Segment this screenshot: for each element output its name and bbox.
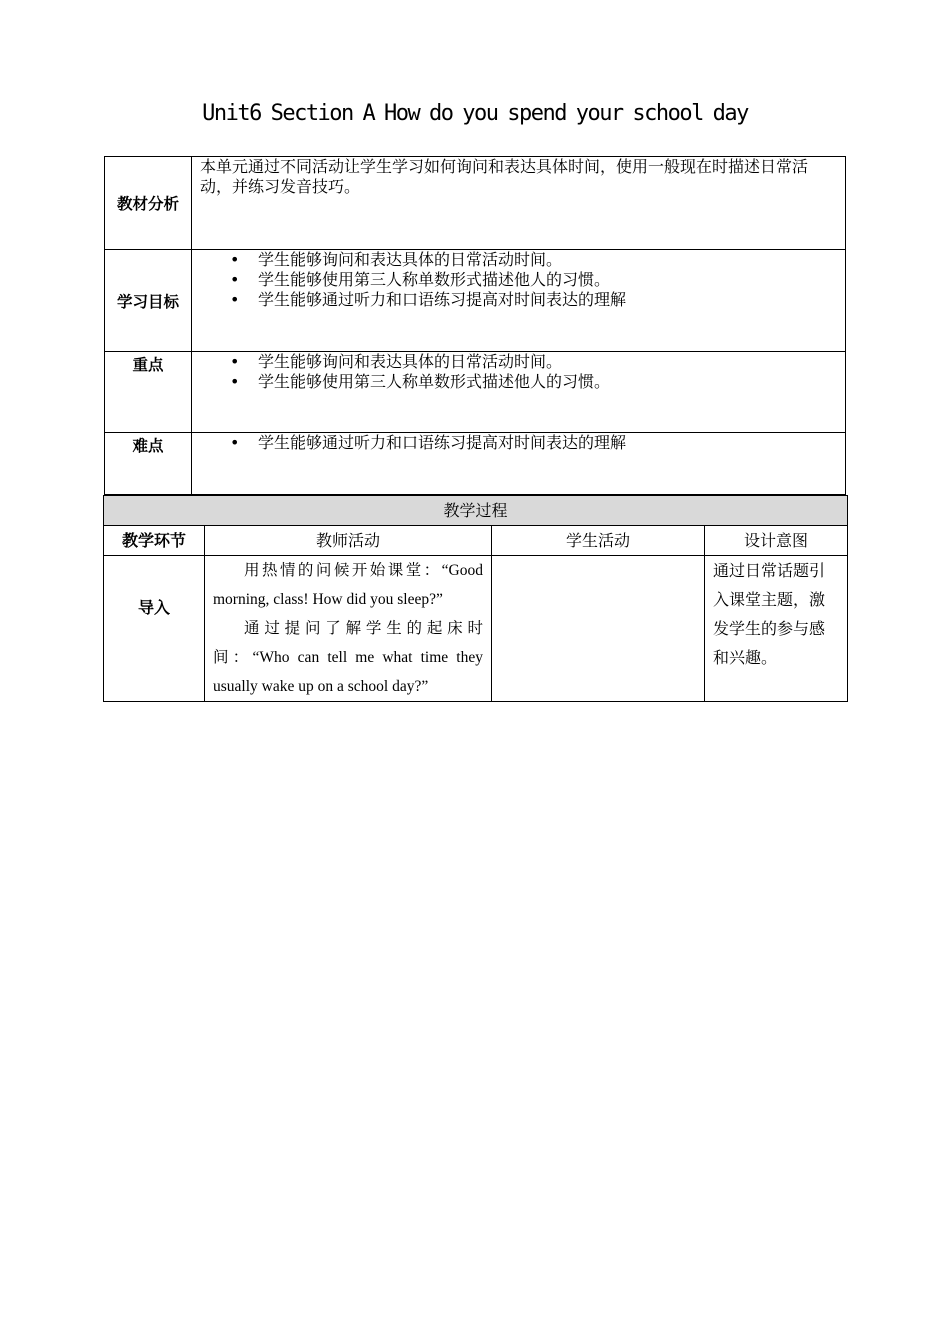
student-activity-cell (492, 556, 705, 702)
goals-label: 学习目标 (105, 250, 192, 352)
table-row (104, 556, 848, 702)
lesson-info-table (104, 156, 846, 495)
analysis-text: 本单元通过不同活动让学生学习如何询问和表达具体时间，使用一般现在时描述日常活动，并练习发音技巧。 (192, 157, 846, 250)
list-item: • 学生能够使用第三人称单数形式描述他人的习惯。 (258, 372, 837, 392)
teacher-activity-cell (205, 556, 492, 702)
column-header-intent: 设计意图 (705, 526, 848, 556)
stage-cell: 导入 (104, 556, 205, 702)
key-label: 重点 (105, 352, 192, 433)
key-row (105, 352, 846, 433)
process-header: 教学过程 (104, 496, 848, 526)
key-cell (192, 352, 846, 433)
list-item: • 学生能够使用第三人称单数形式描述他人的习惯。 (258, 270, 837, 290)
teaching-process-table (103, 495, 848, 702)
list-item: • 学生能够询问和表达具体的日常活动时间。 (258, 352, 837, 372)
goals-cell (192, 250, 846, 352)
difficulty-list (200, 433, 837, 453)
column-header-row (104, 526, 848, 556)
goals-row (105, 250, 846, 352)
difficulty-row (105, 433, 846, 495)
key-list (200, 352, 837, 392)
analysis-label: 教材分析 (105, 157, 192, 250)
column-header-student: 学生活动 (492, 526, 705, 556)
process-header-row (104, 496, 848, 526)
column-header-teacher: 教师活动 (205, 526, 492, 556)
list-item: • 学生能够通过听力和口语练习提高对时间表达的理解 (258, 290, 837, 310)
teacher-activity-paragraph: 用热情的问候开始课堂：“Good morning, class! How did you sleep?” (213, 562, 483, 608)
difficulty-label: 难点 (105, 433, 192, 495)
list-item: • 学生能够询问和表达具体的日常活动时间。 (258, 250, 837, 270)
list-item: • 学生能够通过听力和口语练习提高对时间表达的理解 (258, 433, 837, 453)
difficulty-cell (192, 433, 846, 495)
teacher-activity-paragraph: 通过提问了解学生的起床时间：“Who can tell me what time they usually wake up on a school day?” (213, 620, 483, 695)
column-header-stage: 教学环节 (104, 526, 205, 556)
design-intent-cell: 通过日常话题引入课堂主题，激发学生的参与感和兴趣。 (705, 556, 848, 702)
goals-list (200, 250, 837, 310)
analysis-row (105, 157, 846, 250)
page-title: Unit6 Section A How do you spend your school day (202, 101, 748, 126)
